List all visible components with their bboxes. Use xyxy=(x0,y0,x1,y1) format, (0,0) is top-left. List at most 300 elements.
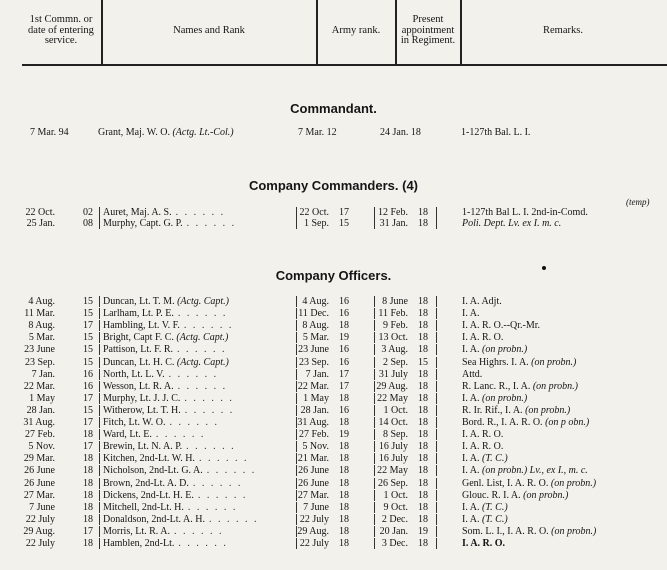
appointment-year: 18 xyxy=(418,332,428,344)
army-rank-date: 8 Aug. xyxy=(302,320,329,332)
acting-rank: (Actg. Capt.) xyxy=(176,356,229,368)
army-rank-year: 18 xyxy=(339,538,349,549)
cell-divider xyxy=(374,357,375,368)
cell-divider xyxy=(374,429,375,440)
appointment-date: 29 Aug. xyxy=(376,380,408,392)
entry-year: 15 xyxy=(83,356,93,368)
officer-name-text: Auret, Maj. A. S. xyxy=(103,207,172,218)
army-rank-year: 17 xyxy=(339,380,349,392)
table-row xyxy=(0,465,667,476)
army-rank-date: 11 Dec. xyxy=(298,308,329,320)
table-row xyxy=(0,218,667,229)
remarks-note: (T. C.) xyxy=(482,501,508,513)
officer-name-text: Nicholson, 2nd-Lt. G. A. xyxy=(103,465,203,477)
entry-year: 17 xyxy=(83,320,93,332)
cell-divider xyxy=(374,207,375,218)
officer-name xyxy=(103,393,234,404)
leader-dots: . . . . . . xyxy=(168,368,219,380)
cell-divider xyxy=(99,308,100,319)
cell-divider xyxy=(99,465,100,476)
army-rank-year: 16 xyxy=(339,356,349,368)
entry-year: 18 xyxy=(83,453,93,465)
table-row xyxy=(0,357,667,368)
remarks-note: (on p obn.) xyxy=(545,417,590,428)
army-rank-year: 16 xyxy=(339,404,349,416)
table-row xyxy=(0,381,667,392)
remarks-text: I. A. R. O.--Qr.-Mr. xyxy=(462,320,541,332)
leader-dots: . . . . . . xyxy=(177,380,228,392)
leader-dots: . . . . . . xyxy=(173,525,224,537)
leader-dots: . . . . . . xyxy=(183,320,234,332)
army-rank-year: 16 xyxy=(339,308,349,320)
header-remarks: Remarks. xyxy=(543,24,583,36)
officer-name-text: Kitchen, 2nd-Lt. W. H. xyxy=(103,453,195,465)
cell-divider xyxy=(374,538,375,549)
remarks xyxy=(462,344,527,355)
appointment-date: 16 July xyxy=(378,453,408,465)
remarks-note: (on probn.) xyxy=(482,344,528,356)
appointment-date: 3 Dec. xyxy=(381,538,408,549)
entry-date: 4 Aug. xyxy=(28,296,55,307)
header-divider xyxy=(460,0,462,64)
cell-divider xyxy=(99,429,100,440)
entry-date: 28 Jan. xyxy=(26,404,55,416)
cell-divider xyxy=(436,478,437,489)
table-row xyxy=(0,405,667,416)
entry-date: 22 July xyxy=(25,538,55,549)
commandant-army-rank: 7 Mar. 12 xyxy=(298,127,337,138)
remarks xyxy=(462,478,596,489)
column-header-row xyxy=(22,0,667,66)
header-commission-date: 1st Commn. or date of entering service. xyxy=(28,14,94,47)
officer-name xyxy=(103,429,205,440)
army-rank-year: 15 xyxy=(339,218,349,229)
table-row xyxy=(0,308,667,319)
remarks-note: (T. C.) xyxy=(482,453,508,465)
remarks xyxy=(462,429,503,440)
leader-dots: . . . . . . xyxy=(208,513,259,525)
remarks-note: (on probn.) xyxy=(523,489,569,501)
cell-divider xyxy=(436,296,437,307)
officer-name-text: Bright, Capt F. C. xyxy=(103,332,174,344)
officer-name-text: Ward, Lt. E. xyxy=(103,429,152,441)
remarks-note: (on probn.) xyxy=(531,356,577,368)
header-present-appointment: Present appointment in Regiment. xyxy=(400,14,456,47)
cell-divider xyxy=(99,393,100,404)
remarks-text: R. Lanc. R., I. A. xyxy=(462,380,531,392)
army-rank-year: 18 xyxy=(339,501,349,513)
army-rank-date: 7 June xyxy=(303,501,329,513)
appointment-year: 18 xyxy=(418,513,428,525)
cell-divider xyxy=(436,514,437,525)
appointment-date: 9 Oct. xyxy=(383,501,408,513)
remarks-text: Bord. R., I. A. R. O. xyxy=(462,417,543,428)
cell-divider xyxy=(99,344,100,355)
ink-spot xyxy=(542,266,546,270)
army-rank-year: 18 xyxy=(339,392,349,404)
appointment-year: 15 xyxy=(418,356,428,368)
officer-name xyxy=(103,502,237,513)
appointment-year: 19 xyxy=(418,525,428,537)
entry-date: 29 Aug. xyxy=(23,525,55,537)
cell-divider xyxy=(436,417,437,428)
cell-divider xyxy=(99,526,100,537)
officer-name xyxy=(103,320,233,331)
officer-name-text: Donaldson, 2nd-Lt. A. H. xyxy=(103,513,205,525)
cell-divider xyxy=(99,381,100,392)
remarks-text: Som. L. I., I. A. R. O. xyxy=(462,525,549,537)
cell-divider xyxy=(374,393,375,404)
appointment-year: 18 xyxy=(418,417,428,428)
remarks-text: Genl. List, I. A. R. O. xyxy=(462,477,549,489)
entry-date: 22 Oct. xyxy=(25,207,55,218)
remarks-note: (on probn.) Lv., ex I., m. c. xyxy=(482,465,588,477)
cell-divider xyxy=(99,405,100,416)
entry-year: 17 xyxy=(83,417,93,428)
remarks-text: Attd. xyxy=(462,368,483,380)
entry-year: 18 xyxy=(83,538,93,549)
section-title-company-officers: Company Officers. xyxy=(275,268,392,283)
table-row xyxy=(0,478,667,489)
officer-name xyxy=(103,490,247,501)
cell-divider xyxy=(99,369,100,380)
officer-name-text: Murphy, Lt. J. J. C. xyxy=(103,392,181,404)
appointment-year: 18 xyxy=(418,207,428,218)
table-row xyxy=(0,429,667,440)
army-rank-date: 26 June xyxy=(298,477,329,489)
entry-date: 7 Jan. xyxy=(31,368,55,380)
appointment-year: 18 xyxy=(418,404,428,416)
officer-name-text: Dickens, 2nd-Lt. H. E. xyxy=(103,489,194,501)
army-rank-year: 19 xyxy=(339,332,349,344)
cell-divider xyxy=(99,357,100,368)
table-row xyxy=(0,526,667,537)
table-row xyxy=(0,207,667,218)
appointment-year: 18 xyxy=(418,538,428,549)
entry-date: 25 Jan. xyxy=(26,218,55,229)
entry-date: 29 Mar. xyxy=(23,453,55,465)
appointment-date: 13 Oct. xyxy=(378,332,408,344)
entry-year: 15 xyxy=(83,344,93,356)
table-row xyxy=(0,320,667,331)
cell-divider xyxy=(99,441,100,452)
cell-divider xyxy=(99,490,100,501)
remarks-note: (T. C.) xyxy=(482,513,508,525)
officer-name-text: North, Lt. L. V. xyxy=(103,368,165,380)
appointment-year: 18 xyxy=(418,296,428,307)
cell-divider xyxy=(374,381,375,392)
army-rank-date: 1 May xyxy=(303,392,329,404)
entry-date: 22 Mar. xyxy=(23,380,55,392)
army-rank-date: 1 Sep. xyxy=(304,218,329,229)
officer-name xyxy=(103,308,227,319)
header-names-and-rank: Names and Rank xyxy=(173,24,245,36)
leader-dots: . . . . . . xyxy=(175,207,226,218)
army-rank-date: 5 Nov. xyxy=(302,441,329,453)
remarks xyxy=(462,369,482,380)
header-divider xyxy=(101,0,103,64)
entry-year: 15 xyxy=(83,296,93,307)
army-rank-date: 22 Mar. xyxy=(297,380,329,392)
entry-year: 02 xyxy=(83,207,93,218)
appointment-year: 18 xyxy=(418,441,428,453)
cell-divider xyxy=(436,405,437,416)
entry-date: 5 Nov. xyxy=(28,441,55,453)
army-rank-date: 28 Jan. xyxy=(300,404,329,416)
officer-name xyxy=(103,296,229,307)
entry-date: 11 Mar. xyxy=(24,308,55,320)
entry-date: 23 June xyxy=(24,344,55,356)
cell-divider xyxy=(99,453,100,464)
officer-name xyxy=(103,405,234,416)
commandant-acting-rank: (Actg. Lt.-Col.) xyxy=(172,127,234,138)
appointment-year: 18 xyxy=(418,501,428,513)
cell-divider xyxy=(436,357,437,368)
officer-name-text: Mitchell, 2nd-Lt. H. xyxy=(103,501,184,513)
appointment-year: 18 xyxy=(418,344,428,356)
leader-dots: . . . . . . xyxy=(184,392,234,404)
cell-divider xyxy=(374,514,375,525)
leader-dots: . . . . . . xyxy=(178,538,228,549)
army-rank-date: 31 Aug. xyxy=(297,417,329,428)
remarks xyxy=(462,207,588,218)
remarks xyxy=(462,490,568,501)
cell-divider xyxy=(436,526,437,537)
table-row xyxy=(0,393,667,404)
officer-name xyxy=(103,453,248,464)
remarks xyxy=(462,218,561,229)
remarks-note: (on probn.) xyxy=(532,380,579,392)
remarks-text: R. Ir. Rif., I. A. xyxy=(462,404,523,416)
entry-date: 5 Mar. xyxy=(28,332,55,344)
table-row xyxy=(0,441,667,452)
army-rank-year: 16 xyxy=(339,344,349,356)
appointment-date: 3 Aug. xyxy=(381,344,408,356)
officer-name-text: Brewin, Lt. N. A. P. xyxy=(103,441,183,453)
entry-year: 15 xyxy=(83,308,93,320)
appointment-date: 1 Oct. xyxy=(383,489,408,501)
appointment-year: 18 xyxy=(418,380,428,392)
remarks xyxy=(462,417,589,428)
remarks xyxy=(462,357,576,368)
officer-name xyxy=(103,441,236,452)
cell-divider xyxy=(99,332,100,343)
officer-name-text: Fitch, Lt. W. O. xyxy=(103,417,166,428)
officer-name xyxy=(103,417,219,428)
table-row xyxy=(0,344,667,355)
commandant-date: 7 Mar. 94 xyxy=(30,127,69,138)
cell-divider xyxy=(99,478,100,489)
remarks-text: I. A. R. O. xyxy=(462,429,504,441)
appointment-date: 2 Dec. xyxy=(381,513,408,525)
army-rank-date: 27 Mar. xyxy=(297,489,329,501)
appointment-year: 18 xyxy=(418,368,428,380)
army-rank-date: 23 June xyxy=(298,344,329,356)
commandant-name-text: Grant, Maj. W. O. xyxy=(98,127,170,138)
appointment-year: 18 xyxy=(418,218,428,229)
table-row xyxy=(0,514,667,525)
army-rank-date: 5 Mar. xyxy=(302,332,329,344)
entry-year: 18 xyxy=(83,429,93,441)
army-rank-year: 18 xyxy=(339,417,349,428)
remarks-text: Sea Highrs. I. A. xyxy=(462,356,529,368)
appointment-date: 20 Jan. xyxy=(379,525,408,537)
remarks xyxy=(462,393,527,404)
cell-divider xyxy=(436,538,437,549)
cell-divider xyxy=(99,538,100,549)
entry-year: 16 xyxy=(83,368,93,380)
appointment-date: 2 Sep. xyxy=(383,356,408,368)
remarks xyxy=(462,453,508,464)
entry-date: 26 June xyxy=(24,465,55,477)
cell-divider xyxy=(374,218,375,229)
cell-divider xyxy=(436,381,437,392)
cell-divider xyxy=(374,453,375,464)
cell-divider xyxy=(374,465,375,476)
officer-name xyxy=(103,526,223,537)
officer-name-text: Morris, Lt. R. A. xyxy=(103,525,170,537)
remarks-note: (on probn.) xyxy=(551,525,597,537)
cell-divider xyxy=(436,465,437,476)
leader-dots: . . . . . . xyxy=(184,404,235,416)
cell-divider xyxy=(99,320,100,331)
header-army-rank: Army rank. xyxy=(331,24,381,36)
remarks-text: I. A. xyxy=(462,392,480,404)
officer-name xyxy=(103,344,227,355)
leader-dots: . . . . . . xyxy=(177,344,227,356)
appointment-year: 18 xyxy=(418,477,428,489)
army-rank-year: 19 xyxy=(339,429,349,441)
appointment-year: 18 xyxy=(418,429,428,441)
leader-dots: . . . . . . xyxy=(177,308,228,320)
leader-dots: . . . . . . xyxy=(186,218,237,229)
cell-divider xyxy=(374,490,375,501)
cell-divider xyxy=(99,218,100,229)
army-rank-date: 27 Feb. xyxy=(299,429,329,441)
appointment-date: 31 July xyxy=(378,368,408,380)
appointment-date: 8 Sep. xyxy=(383,429,408,441)
leader-dots: . . . . . . xyxy=(187,501,238,513)
army-rank-year: 18 xyxy=(339,453,349,465)
acting-rank: (Actg. Capt.) xyxy=(177,296,229,307)
section-title-company-commanders: Company Commanders. (4) xyxy=(248,178,419,193)
army-rank-year: 17 xyxy=(339,368,349,380)
appointment-date: 12 Feb. xyxy=(378,207,408,218)
remarks-text: I. A. xyxy=(462,453,480,465)
cell-divider xyxy=(99,514,100,525)
remarks xyxy=(462,308,480,319)
remarks xyxy=(462,381,578,392)
entry-date: 27 Mar. xyxy=(23,489,55,501)
cell-divider xyxy=(436,393,437,404)
leader-dots: . . . . . . xyxy=(155,429,206,441)
officer-name-text: Wesson, Lt. R. A. xyxy=(103,380,174,392)
army-rank-date: 26 June xyxy=(298,465,329,477)
cell-divider xyxy=(374,417,375,428)
remarks xyxy=(462,514,508,525)
officer-name xyxy=(103,369,218,380)
commandant-appointment: 24 Jan. 18 xyxy=(380,127,421,138)
officer-name-text: Hamblen, 2nd-Lt. xyxy=(103,538,175,549)
army-rank-date: 23 Sep. xyxy=(299,356,329,368)
entry-date: 31 Aug. xyxy=(23,417,55,428)
remarks xyxy=(462,296,502,307)
officer-name xyxy=(103,381,227,392)
officer-name-text: Murphy, Capt. G. P. xyxy=(103,218,183,229)
table-row xyxy=(0,453,667,464)
cell-divider xyxy=(436,308,437,319)
officer-name xyxy=(103,332,228,343)
army-rank-year: 18 xyxy=(339,441,349,453)
appointment-date: 14 Oct. xyxy=(378,417,408,428)
cell-divider xyxy=(374,344,375,355)
remarks xyxy=(462,405,570,416)
remarks-note: (on probn.) xyxy=(550,477,597,489)
remarks-text: 1-127th Bal L. I. 2nd-in-Comd. xyxy=(462,207,588,218)
table-row xyxy=(0,417,667,428)
officer-name-text: Witherow, Lt. T. H. xyxy=(103,404,181,416)
remarks xyxy=(462,332,503,343)
appointment-year: 18 xyxy=(418,320,428,332)
army-rank-year: 16 xyxy=(339,296,349,307)
cell-divider xyxy=(374,526,375,537)
cell-divider xyxy=(436,369,437,380)
army-rank-year: 18 xyxy=(339,525,349,537)
cell-divider xyxy=(374,332,375,343)
cell-divider xyxy=(436,320,437,331)
cell-divider xyxy=(374,502,375,513)
army-rank-date: 22 Oct. xyxy=(299,207,329,218)
remarks-bold: I. A. R. O. xyxy=(462,538,506,549)
entry-date: 27 Feb. xyxy=(25,429,55,441)
officer-name-text: Duncan, Lt. H. C. xyxy=(103,356,175,368)
entry-date: 8 Aug. xyxy=(28,320,55,332)
entry-date: 7 June xyxy=(29,501,55,513)
officer-name-text: Duncan, Lt. T. M. xyxy=(103,296,175,307)
cell-divider xyxy=(374,308,375,319)
remarks-text: I. A. Adjt. xyxy=(462,296,502,307)
cell-divider xyxy=(374,320,375,331)
remarks xyxy=(462,441,503,452)
remarks-text: Glouc. R. I. A. xyxy=(462,489,521,501)
commandant-name xyxy=(98,127,234,138)
appointment-date: 31 Jan. xyxy=(379,218,408,229)
army-rank-date: 29 Aug. xyxy=(297,525,329,537)
cell-divider xyxy=(374,369,375,380)
remarks xyxy=(462,320,540,331)
officer-name xyxy=(103,207,225,218)
entry-year: 18 xyxy=(83,465,93,477)
entry-year: 18 xyxy=(83,489,93,501)
remarks-text: I. A. xyxy=(462,344,480,356)
army-rank-date: 22 July xyxy=(299,513,329,525)
officer-name xyxy=(103,538,228,549)
officer-name-text: Larlham, Lt. P. E. xyxy=(103,308,174,320)
entry-date: 1 May xyxy=(29,392,55,404)
appointment-year: 18 xyxy=(418,465,428,477)
appointment-date: 22 May xyxy=(377,465,408,477)
entry-year: 18 xyxy=(83,513,93,525)
table-row xyxy=(0,502,667,513)
leader-dots: . . . . . . xyxy=(198,453,249,465)
entry-year: 15 xyxy=(83,404,93,416)
appointment-date: 26 Sep. xyxy=(378,477,408,489)
leader-dots: . . . . . . xyxy=(169,417,220,428)
cell-divider xyxy=(436,332,437,343)
army-rank-date: 4 Aug. xyxy=(302,296,329,307)
army-rank-date: 7 Jan. xyxy=(305,368,329,380)
appointment-year: 18 xyxy=(418,308,428,320)
